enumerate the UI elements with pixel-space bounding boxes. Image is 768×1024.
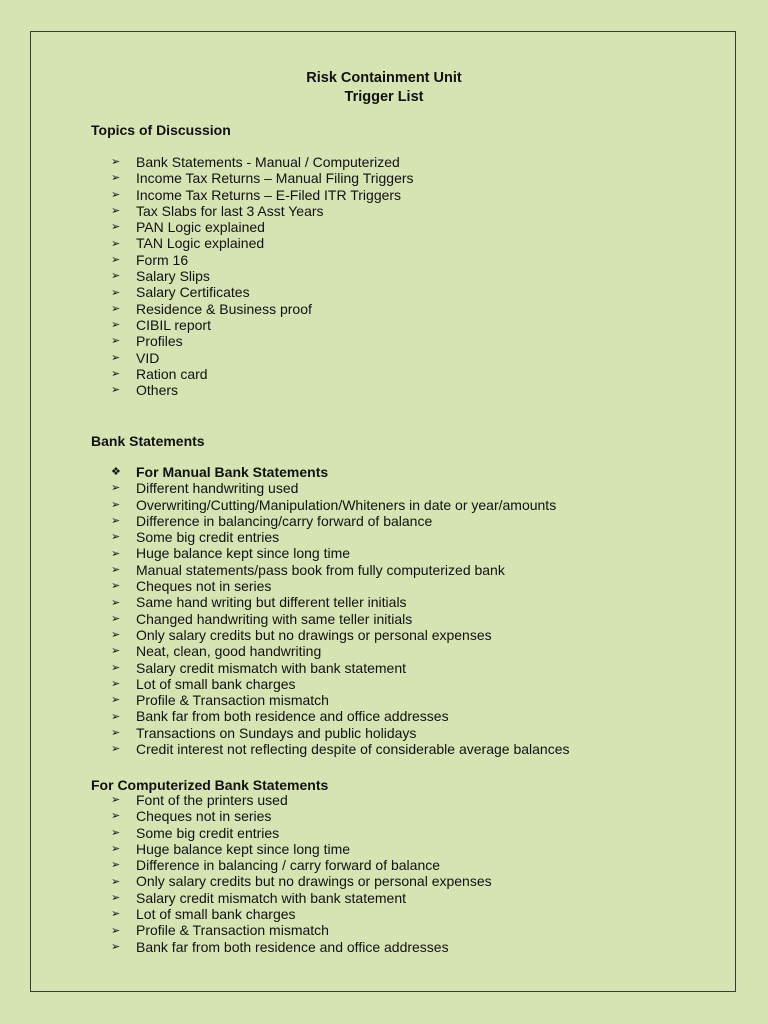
list-item [111, 939, 492, 955]
list-item [111, 890, 492, 906]
list-item [111, 873, 492, 889]
list-item [111, 187, 414, 203]
arrow-bullet-icon: ➢ [111, 368, 121, 380]
arrow-bullet-icon: ➢ [111, 826, 121, 839]
list-item-text: Same hand writing but different teller initials [136, 594, 407, 611]
list-item [111, 643, 569, 659]
list-item-text: Some big credit entries [136, 529, 280, 546]
list-item-text: Income Tax Returns – Manual Filing Triggers [136, 170, 414, 187]
list-item-text: PAN Logic explained [136, 219, 265, 236]
arrow-bullet-icon: ➢ [111, 547, 121, 560]
list-item [111, 154, 414, 170]
list-item [111, 594, 569, 610]
list-item [111, 170, 414, 186]
list-item-text: Transactions on Sundays and public holidays [136, 724, 417, 741]
arrow-bullet-icon: ➢ [111, 645, 121, 658]
list-item-text: Credit interest not reflecting despite of considerable average balances [136, 741, 570, 758]
arrow-bullet-icon: ➢ [111, 221, 121, 234]
arrow-bullet-icon: ➢ [111, 940, 121, 953]
arrow-bullet-icon: ➢ [111, 531, 121, 544]
list-item-text: Difference in balancing / carry forward of balance [136, 857, 441, 874]
list-item [111, 350, 414, 366]
arrow-bullet-icon: ➢ [111, 319, 121, 332]
list-item-text: Font of the printers used [136, 792, 288, 808]
list-item [111, 366, 414, 382]
arrow-bullet-icon: ➢ [111, 710, 121, 723]
arrow-bullet-icon: ➢ [111, 580, 121, 593]
list-item-text: Lot of small bank charges [136, 906, 296, 923]
list-item [111, 578, 569, 594]
list-item-text: Cheques not in series [136, 578, 272, 595]
list-item [111, 922, 492, 938]
document-page [30, 31, 736, 992]
list-item-text: Bank Statements - Manual / Computerized [136, 154, 400, 170]
list-item [111, 627, 569, 643]
arrow-bullet-icon: ➢ [111, 563, 121, 576]
list-item-text: Neat, clean, good handwriting [136, 643, 322, 660]
list-item-text: Bank far from both residence and office addresses [136, 708, 449, 725]
list-item-text: Overwriting/Cutting/Manipulation/Whiteners in date or year/amounts [136, 496, 557, 513]
list-item [111, 284, 414, 300]
diamond-bullet-icon: ❖ [111, 466, 121, 479]
list-item [111, 708, 569, 724]
list-item-text: Profiles [136, 333, 183, 350]
arrow-bullet-icon: ➢ [111, 302, 121, 315]
list-item [111, 513, 569, 529]
arrow-bullet-icon: ➢ [111, 172, 121, 185]
list-item-text: CIBIL report [136, 316, 211, 333]
list-item-text: Others [136, 382, 179, 399]
arrow-bullet-icon: ➢ [111, 482, 121, 495]
arrow-bullet-icon: ➢ [111, 351, 121, 364]
list-item-text: TAN Logic explained [136, 235, 265, 252]
document-title: Risk Containment Unit [306, 70, 462, 86]
list-item [111, 562, 569, 578]
arrow-bullet-icon: ➢ [111, 924, 121, 937]
list-item [111, 333, 414, 349]
list-item [111, 480, 569, 496]
arrow-bullet-icon: ➢ [111, 843, 121, 856]
list-item [111, 219, 414, 235]
list-item [111, 203, 414, 219]
manual-bank-statements-heading [111, 464, 569, 480]
bank-statements-heading: Bank Statements [91, 433, 205, 449]
topics-list [111, 154, 414, 398]
document-subtitle: Trigger List [344, 89, 424, 105]
manual-bank-statements-list [111, 464, 569, 757]
arrow-bullet-icon: ➢ [111, 810, 121, 823]
list-item [111, 235, 414, 251]
list-item-text: Salary credit mismatch with bank statement [136, 889, 406, 906]
list-item-text: Difference in balancing/carry forward of balance [136, 512, 433, 529]
list-item-text: Only salary credits but no drawings or personal expenses [136, 626, 492, 643]
list-item-text: Bank far from both residence and office addresses [136, 938, 449, 955]
arrow-bullet-icon: ➢ [111, 743, 121, 756]
list-item-text: Lot of small bank charges [136, 675, 296, 692]
manual-heading-text: For Manual Bank Statements [136, 464, 329, 480]
arrow-bullet-icon: ➢ [111, 237, 121, 250]
list-item-text: Changed handwriting with same teller initials [136, 610, 413, 627]
list-item [111, 676, 569, 692]
arrow-bullet-icon: ➢ [111, 596, 121, 609]
arrow-bullet-icon: ➢ [111, 612, 121, 625]
list-item-text: Huge balance kept since long time [136, 545, 351, 562]
list-item [111, 660, 569, 676]
list-item [111, 268, 414, 284]
arrow-bullet-icon: ➢ [111, 188, 121, 201]
list-item [111, 841, 492, 857]
arrow-bullet-icon: ➢ [111, 859, 121, 872]
list-item [111, 317, 414, 333]
arrow-bullet-icon: ➢ [111, 286, 121, 299]
list-item-text: Cheques not in series [136, 808, 272, 825]
arrow-bullet-icon: ➢ [111, 694, 121, 707]
list-item [111, 382, 414, 398]
topics-heading: Topics of Discussion [91, 122, 231, 138]
list-item-text: Huge balance kept since long time [136, 840, 351, 857]
list-item [111, 825, 492, 841]
arrow-bullet-icon: ➢ [111, 794, 121, 807]
list-item [111, 611, 569, 627]
list-item-text: Only salary credits but no drawings or personal expenses [136, 873, 492, 890]
arrow-bullet-icon: ➢ [111, 661, 121, 674]
arrow-bullet-icon: ➢ [111, 384, 121, 397]
computerized-heading: For Computerized Bank Statements [91, 777, 329, 793]
list-item [111, 857, 492, 873]
list-item-text: Ration card [136, 365, 208, 382]
arrow-bullet-icon: ➢ [111, 335, 121, 348]
list-item-text: Form 16 [136, 251, 189, 268]
arrow-bullet-icon: ➢ [111, 253, 121, 266]
list-item [111, 252, 414, 268]
list-item-text: Some big credit entries [136, 824, 280, 841]
arrow-bullet-icon: ➢ [111, 498, 121, 511]
arrow-bullet-icon: ➢ [111, 891, 121, 904]
list-item-text: VID [136, 349, 160, 366]
list-item-text: Salary credit mismatch with bank statement [136, 659, 406, 676]
list-item-text: Profile & Transaction mismatch [136, 922, 329, 939]
list-item-text: Income Tax Returns – E-Filed ITR Triggers [136, 186, 402, 203]
list-item [111, 545, 569, 561]
list-item-text: Manual statements/pass book from fully computerized bank [136, 561, 505, 578]
list-item [111, 497, 569, 513]
arrow-bullet-icon: ➢ [111, 908, 121, 921]
arrow-bullet-icon: ➢ [111, 678, 121, 690]
list-item [111, 692, 569, 708]
arrow-bullet-icon: ➢ [111, 515, 121, 528]
list-item [111, 725, 569, 741]
list-item-text: Salary Slips [136, 268, 210, 285]
list-item-text: Tax Slabs for last 3 Asst Years [136, 202, 324, 219]
list-item [111, 808, 492, 824]
arrow-bullet-icon: ➢ [111, 875, 121, 888]
arrow-bullet-icon: ➢ [111, 629, 121, 642]
arrow-bullet-icon: ➢ [111, 205, 121, 218]
list-item [111, 792, 492, 808]
list-item [111, 301, 414, 317]
list-item-text: Different handwriting used [136, 480, 299, 497]
list-item [111, 741, 569, 757]
arrow-bullet-icon: ➢ [111, 726, 121, 739]
list-item-text: Profile & Transaction mismatch [136, 692, 329, 709]
list-item-text: Residence & Business proof [136, 300, 312, 317]
arrow-bullet-icon: ➢ [111, 270, 121, 283]
computerized-bank-statements-list [111, 792, 492, 955]
list-item [111, 529, 569, 545]
list-item [111, 906, 492, 922]
arrow-bullet-icon: ➢ [111, 156, 121, 169]
list-item-text: Salary Certificates [136, 284, 250, 301]
